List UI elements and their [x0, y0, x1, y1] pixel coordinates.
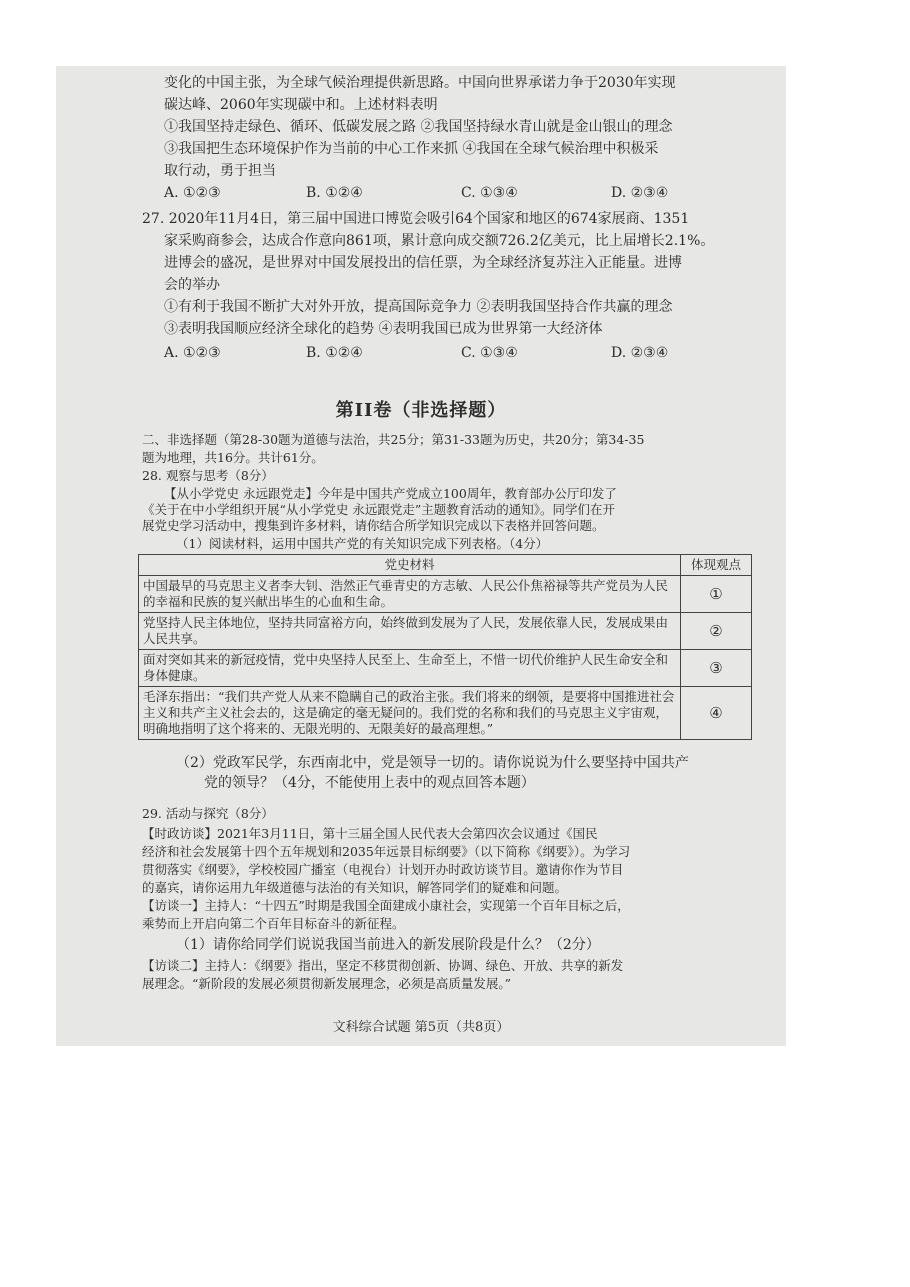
- q27-line-1: 27. 2020年11月4日，第三届中国进口博览会吸引64个国家和地区的674家展商、1351: [142, 211, 690, 227]
- table-row: [139, 650, 752, 687]
- q29-interview-1: 【访谈一】主持人：“十四五”时期是我国全面建成小康社会，实现第一个百年目标之后，: [142, 898, 630, 913]
- table-cell-answer-blank[interactable]: ①: [681, 576, 752, 613]
- q29-interview-2-cont: 展理念。“新阶段的发展必须贯彻新发展理念，必须是高质量发展。”: [142, 976, 512, 991]
- q27-choice-d: D. ②③④: [611, 345, 669, 361]
- table-header-row: [139, 555, 752, 576]
- q29-question-1: （1）请你给同学们说说我国当前进入的新发展阶段是什么？（2分）: [176, 937, 600, 953]
- table-cell-material: 中国最早的马克思主义者李大钊、浩然正气垂青史的方志敏、人民公仆焦裕禄等共产党员为人民的幸福和民族的复兴献出毕生的心血和生命。: [139, 576, 681, 613]
- q29-para-3: 贯彻落实《纲要》，学校校园广播室（电视台）计划开办时政访谈节目。邀请你作为节目: [142, 862, 624, 877]
- q28-sub1: （1）阅读材料，运用中国共产党的有关知识完成下列表格。（4分）: [176, 536, 549, 551]
- q29-interview-1-cont: 乘势而上开启向第二个百年目标奋斗的新征程。: [142, 916, 405, 931]
- q29-heading: 29. 活动与探究（8分）: [142, 806, 274, 821]
- q27-choice-c: C. ①③④: [461, 345, 518, 361]
- table-cell-answer-blank[interactable]: ②: [681, 613, 752, 650]
- q28-sub2-line-2: 党的领导？（4分，不能使用上表中的观点回答本题）: [204, 775, 535, 791]
- q27-choice-b: B. ①②④: [306, 345, 363, 361]
- page-footer: 文科综合试题 第5页（共8页）: [332, 1020, 510, 1035]
- q27-option-statement-2: ③表明我国顺应经济全球化的趋势 ④表明我国已成为世界第一大经济体: [164, 321, 603, 337]
- q29-para-1: 【时政访谈】2021年3月11日，第十三届全国人民代表大会第四次会议通过《国民: [142, 826, 598, 841]
- q26-choice-d: D. ②③④: [611, 185, 669, 201]
- table-cell-material: 毛泽东指出：“我们共产党人从来不隐瞒自己的政治主张。我们将来的纲领，是要将中国推进社会主义和共产主义社会去的，这是确定的毫无疑问的。我们党的名称和我们的马克思主义宇宙观，明确地指明了这个将来的、无限光明的、无限美好的最高理想。”: [139, 687, 681, 740]
- table-cell-answer-blank[interactable]: ④: [681, 687, 752, 740]
- q28-sub2-line-1: （2）党政军民学，东西南北中，党是领导一切的。请你说说为什么要坚持中国共产: [176, 755, 689, 771]
- q26-option-statement-2: ③我国把生态环境保护作为当前的中心工作来抓 ④我国在全球气候治理中积极采: [164, 141, 659, 157]
- table-cell-material: 面对突如其来的新冠疫情，党中央坚持人民至上、生命至上，不惜一切代价维护人民生命安全和身体健康。: [139, 650, 681, 687]
- table-row: [139, 687, 752, 740]
- party-history-table: [138, 554, 752, 740]
- q29-para-2: 经济和社会发展第十四个五年规划和2035年远景目标纲要》（以下简称《纲要》）。为学习: [142, 844, 631, 859]
- q27-line-3: 进博会的盛况，是世界对中国发展投出的信任票，为全球经济复苏注入正能量。进博: [164, 255, 682, 271]
- q26-option-statement-3: 取行动，勇于担当: [164, 163, 276, 179]
- q28-heading: 28. 观察与思考（8分）: [142, 468, 274, 483]
- part2-title: 第II卷（非选择题）: [335, 400, 507, 421]
- q27-choice-a: A. ①②③: [164, 345, 221, 361]
- q26-line-1: 变化的中国主张，为全球气候治理提供新思路。中国向世界承诺力争于2030年实现: [164, 75, 676, 91]
- table-header-viewpoint: 体现观点: [681, 555, 752, 576]
- q26-choice-c: C. ①③④: [461, 185, 518, 201]
- table-cell-answer-blank[interactable]: ③: [681, 650, 752, 687]
- q27-line-4: 会的举办: [164, 277, 220, 293]
- q28-para-3: 展党史学习活动中，搜集到许多材料，请你结合所学知识完成以下表格并回答问题。: [142, 518, 605, 533]
- section2-line-2: 题为地理，共16分。共计61分。: [142, 450, 324, 465]
- q26-choice-a: A. ①②③: [164, 185, 221, 201]
- q28-para-1: 【从小学党史 永远跟党走】今年是中国共产党成立100周年，教育部办公厅印发了: [164, 486, 617, 501]
- q26-choice-b: B. ①②④: [306, 185, 363, 201]
- q27-option-statement-1: ①有利于我国不断扩大对外开放，提高国际竞争力 ②表明我国坚持合作共赢的理念: [164, 299, 673, 315]
- q29-interview-2: 【访谈二】主持人：《纲要》指出，坚定不移贯彻创新、协调、绿色、开放、共享的新发: [142, 958, 624, 973]
- table-row: [139, 576, 752, 613]
- q26-line-2: 碳达峰、2060年实现碳中和。上述材料表明: [164, 97, 438, 113]
- q29-para-4: 的嘉宾，请你运用九年级道德与法治的有关知识，解答同学们的疑难和问题。: [142, 880, 568, 895]
- table-cell-material: 党坚持人民主体地位，坚持共同富裕方向，始终做到发展为了人民，发展依靠人民，发展成果由人民共享。: [139, 613, 681, 650]
- section2-line-1: 二、非选择题（第28-30题为道德与法治，共25分；第31-33题为历史，共20分；第34-35: [142, 432, 645, 447]
- q26-option-statement-1: ①我国坚持走绿色、循环、低碳发展之路 ②我国坚持绿水青山就是金山银山的理念: [164, 119, 673, 135]
- exam-page: [56, 66, 786, 1046]
- q28-para-2: 《关于在中小学组织开展“从小学党史 永远跟党走”主题教育活动的通知》。同学们在开: [142, 502, 616, 517]
- table-row: [139, 613, 752, 650]
- q27-line-2: 家采购商参会，达成合作意向861项，累计意向成交额726.2亿美元，比上届增长2.1%。: [164, 233, 715, 249]
- table-header-material: 党史材料: [139, 555, 681, 576]
